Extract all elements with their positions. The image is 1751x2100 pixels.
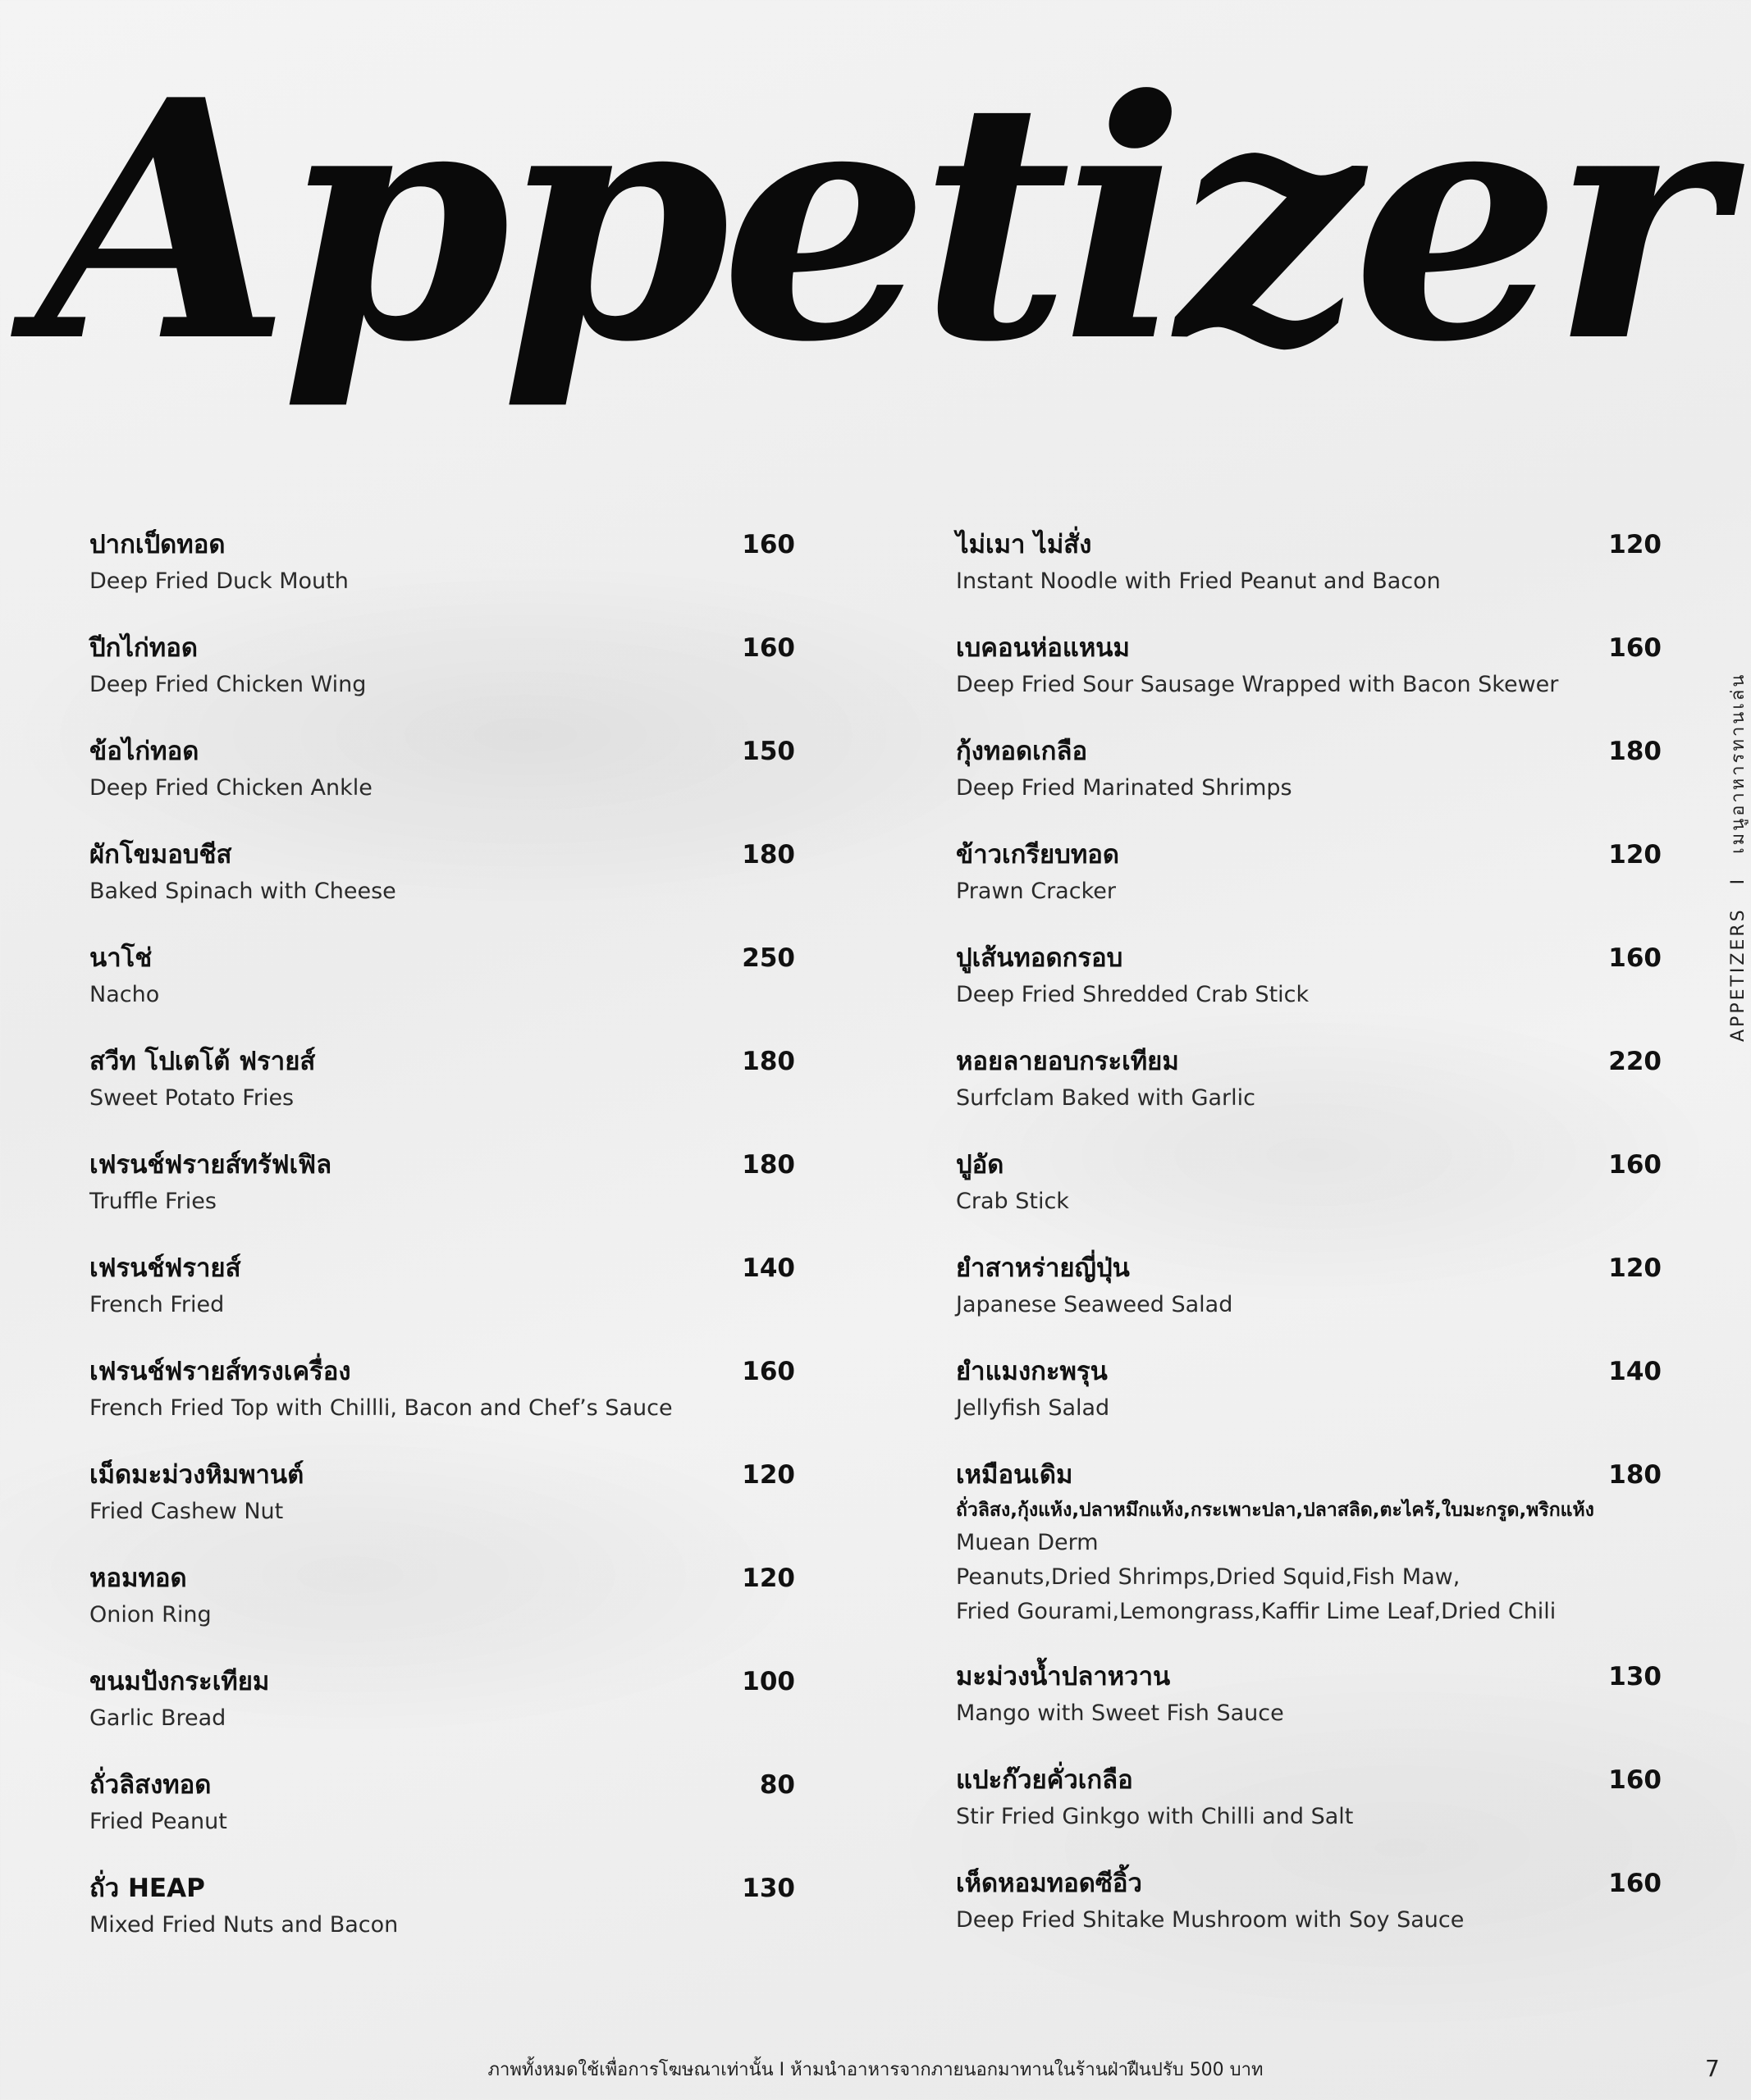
- menu-item: [956, 1249, 1662, 1352]
- item-english-name: Muean Derm: [956, 1530, 1099, 1555]
- menu-item: [956, 1145, 1662, 1249]
- item-english-name: Baked Spinach with Cheese: [89, 879, 396, 904]
- item-thai-name: ยำสาหร่ายญี่ปุ่น: [956, 1253, 1130, 1283]
- item-price: 160: [742, 1357, 795, 1386]
- menu-item: [89, 1352, 795, 1455]
- footer-disclaimer: ภาพทั้งหมดใช้เพื่อการโฆษณาเท่านั้น I ห้ามนำอาหารจากภายนอกมาทานในร้านฝ่าฝืนปรับ 500 บาท: [487, 2060, 1264, 2080]
- item-english-name: Deep Fried Shitake Mushroom with Soy Sauce: [956, 1907, 1465, 1933]
- item-price: 160: [742, 530, 795, 559]
- item-thai-name: ปากเป็ดทอด: [89, 530, 226, 559]
- item-english-name: Fried Cashew Nut: [89, 1499, 284, 1524]
- menu-item: [956, 835, 1662, 938]
- item-price: 250: [742, 943, 795, 973]
- item-english-name: Truffle Fries: [89, 1189, 217, 1214]
- menu-item: [89, 732, 795, 835]
- item-price: 160: [1608, 1869, 1662, 1898]
- item-english-name: French Fried: [89, 1292, 225, 1317]
- menu-item: [89, 1249, 795, 1352]
- menu-item: [89, 1765, 795, 1869]
- item-english-name: Deep Fried Duck Mouth: [89, 568, 349, 594]
- item-price: 120: [742, 1460, 795, 1490]
- item-thai-name: ปูอัด: [956, 1150, 1004, 1180]
- item-thai-name: ข้าวเกรียบทอด: [956, 840, 1120, 870]
- item-thai-name: ข้อไก่ทอด: [89, 737, 199, 766]
- item-thai-name: สวีท โปเตโต้ ฟรายส์: [89, 1047, 316, 1076]
- menu-item: [89, 1662, 795, 1765]
- item-price: 120: [1608, 530, 1662, 559]
- item-english-ingredients: Peanuts,Dried Shrimps,Dried Squid,Fish Maw,: [956, 1564, 1461, 1590]
- item-thai-name: ถั่วลิสงทอด: [89, 1770, 212, 1800]
- item-english-name: Mixed Fried Nuts and Bacon: [89, 1912, 399, 1938]
- item-thai-name: เบคอนห่อแหนม: [956, 633, 1130, 663]
- menu-item: [956, 1864, 1662, 1967]
- item-price: 80: [759, 1770, 795, 1800]
- item-english-name: Mango with Sweet Fish Sauce: [956, 1701, 1284, 1726]
- item-english-name: Instant Noodle with Fried Peanut and Bacon: [956, 568, 1441, 594]
- menu-item: [956, 1657, 1662, 1760]
- menu-item: [956, 1760, 1662, 1864]
- item-thai-name: ไม่เมา ไม่สั่ง: [956, 530, 1092, 559]
- item-english-name: French Fried Top with Chillli, Bacon and Chef’s Sauce: [89, 1395, 673, 1421]
- menu-item: [89, 1455, 795, 1559]
- item-price: 180: [742, 840, 795, 870]
- item-english-name: Crab Stick: [956, 1189, 1069, 1214]
- menu-item: [89, 1042, 795, 1145]
- item-thai-name: เม็ดมะม่วงหิมพานต์: [89, 1460, 304, 1490]
- item-english-name: Garlic Bread: [89, 1705, 226, 1731]
- item-price: 120: [1608, 1253, 1662, 1283]
- item-thai-name: ถั่ว HEAP: [89, 1874, 205, 1903]
- item-english-name: Surfclam Baked with Garlic: [956, 1085, 1255, 1111]
- item-english-name: Fried Peanut: [89, 1809, 227, 1834]
- item-price: 180: [742, 1150, 795, 1180]
- item-thai-name: ปีกไก่ทอด: [89, 633, 198, 663]
- item-thai-name: แปะก๊วยคั่วเกลือ: [956, 1765, 1133, 1795]
- item-thai-name: กุ้งทอดเกลือ: [956, 737, 1088, 766]
- item-thai-name: มะม่วงน้ำปลาหวาน: [956, 1662, 1171, 1691]
- side-label-english: APPETIZERS: [1728, 907, 1749, 1042]
- menu-item: [89, 1869, 795, 1972]
- item-thai-name: เฟรนช์ฟรายส์: [89, 1253, 241, 1283]
- item-thai-name: ผักโขมอบชีส: [89, 840, 232, 870]
- item-thai-name: เห็ดหอมทอดซีอิ้ว: [956, 1869, 1142, 1898]
- item-thai-name: หอมทอด: [89, 1564, 187, 1593]
- item-price: 120: [742, 1564, 795, 1593]
- item-thai-name: ขนมปังกระเทียม: [89, 1667, 270, 1696]
- item-thai-ingredients: ถั่วลิสง,กุ้งแห้ง,ปลาหมึกแห้ง,กระเพาะปลา,ปลาสลิด,ตะไคร้,ใบมะกรูด,พริกแห้ง: [956, 1500, 1594, 1521]
- item-price: 160: [1608, 943, 1662, 973]
- menu-item: [956, 938, 1662, 1042]
- item-english-name: Deep Fried Chicken Wing: [89, 672, 367, 697]
- menu-item: [956, 525, 1662, 628]
- menu-item: [89, 628, 795, 732]
- item-english-name: Stir Fried Ginkgo with Chilli and Salt: [956, 1804, 1354, 1829]
- item-thai-name: ยำแมงกะพรุน: [956, 1357, 1108, 1386]
- item-price: 100: [742, 1667, 795, 1696]
- menu-column-left: [89, 525, 795, 1972]
- item-price: 130: [742, 1874, 795, 1903]
- item-english-name: Deep Fried Chicken Ankle: [89, 775, 373, 801]
- menu-item: [89, 525, 795, 628]
- item-english-name: Japanese Seaweed Salad: [956, 1292, 1233, 1317]
- item-price: 160: [1608, 1150, 1662, 1180]
- menu-column-right: [956, 525, 1662, 1967]
- item-english-name: Jellyfish Salad: [956, 1395, 1110, 1421]
- item-english-ingredients: Fried Gourami,Lemongrass,Kaffir Lime Leaf,Dried Chili: [956, 1599, 1557, 1624]
- menu-item: [89, 938, 795, 1042]
- item-english-name: Onion Ring: [89, 1602, 212, 1628]
- item-thai-name: เฟรนช์ฟรายส์ทรัฟเฟิล: [89, 1150, 332, 1180]
- item-thai-name: ปูเส้นทอดกรอบ: [956, 943, 1123, 973]
- page-number: 7: [1705, 2055, 1720, 2082]
- menu-item-muean-derm: [956, 1455, 1662, 1657]
- item-english-name: Sweet Potato Fries: [89, 1085, 295, 1111]
- item-thai-name: หอยลายอบกระเทียม: [956, 1047, 1179, 1076]
- item-price: 120: [1608, 840, 1662, 870]
- item-price: 160: [1608, 633, 1662, 663]
- item-english-name: Deep Fried Sour Sausage Wrapped with Bacon Skewer: [956, 672, 1559, 697]
- item-price: 130: [1608, 1662, 1662, 1691]
- item-price: 140: [1608, 1357, 1662, 1386]
- item-thai-name: นาโช่: [89, 943, 153, 973]
- menu-item: [89, 835, 795, 938]
- item-thai-name: เฟรนช์ฟรายส์ทรงเครื่อง: [89, 1357, 351, 1386]
- item-thai-name: เหมือนเดิม: [956, 1460, 1073, 1490]
- item-english-name: Deep Fried Marinated Shrimps: [956, 775, 1292, 801]
- menu-item: [956, 1042, 1662, 1145]
- item-price: 220: [1608, 1047, 1662, 1076]
- menu-item: [89, 1145, 795, 1249]
- item-price: 180: [1608, 737, 1662, 766]
- item-price: 160: [1608, 1765, 1662, 1795]
- item-price: 150: [742, 737, 795, 766]
- item-english-name: Prawn Cracker: [956, 879, 1116, 904]
- item-english-name: Nacho: [89, 982, 160, 1007]
- menu-item: [956, 1352, 1662, 1455]
- item-price: 160: [742, 633, 795, 663]
- item-price: 180: [1608, 1460, 1662, 1490]
- menu-item: [956, 628, 1662, 732]
- item-price: 180: [742, 1047, 795, 1076]
- side-label-separator: I: [1728, 876, 1749, 885]
- side-label-thai: เมนูอาหารทานเล่น: [1728, 672, 1749, 854]
- item-price: 140: [742, 1253, 795, 1283]
- menu-item: [89, 1559, 795, 1662]
- menu-item: [956, 732, 1662, 835]
- item-english-name: Deep Fried Shredded Crab Stick: [956, 982, 1310, 1007]
- page-title: Appetizer: [36, 29, 1715, 414]
